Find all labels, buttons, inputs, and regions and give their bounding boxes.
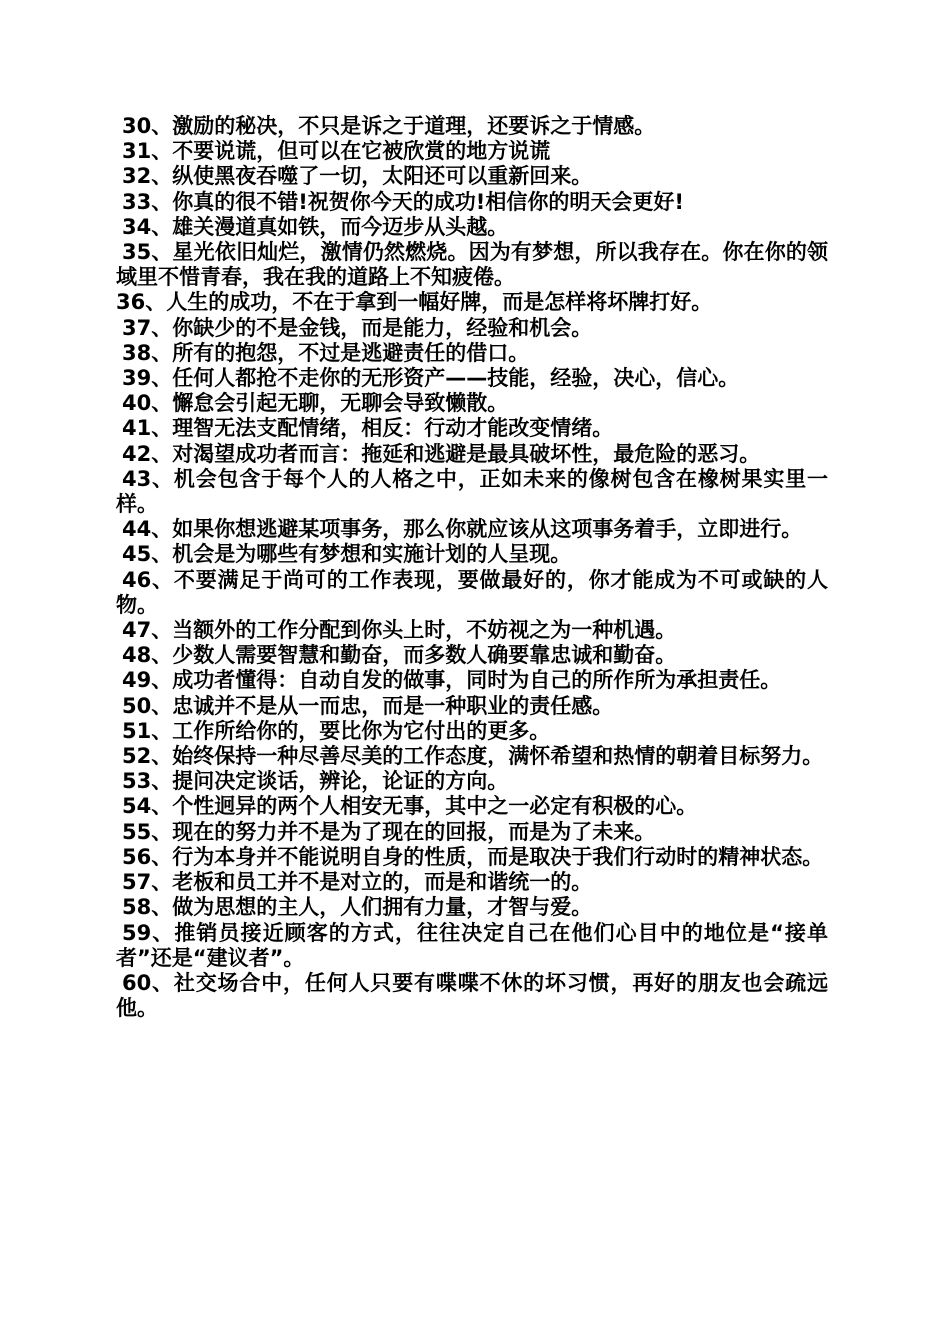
quote-53: 53、提问决定谈话，辨论，论证的方向。 bbox=[122, 769, 509, 794]
quote-41: 41、理智无法支配情绪，相反：行动才能改变情绪。 bbox=[122, 416, 614, 441]
quote-40: 40、懈怠会引起无聊，无聊会导致懒散。 bbox=[122, 391, 509, 416]
quote-44: 44、如果你想逃避某项事务，那么你就应该从这项事务着手，立即进行。 bbox=[122, 517, 803, 542]
quote-50: 50、忠诚并不是从一而忠，而是一种职业的责任感。 bbox=[122, 693, 614, 718]
quote-31: 31、不要说谎，但可以在它被欣赏的地方说谎 bbox=[122, 139, 551, 164]
quote-58: 58、做为思想的主人，人们拥有力量，才智与爱。 bbox=[122, 895, 593, 920]
quote-59: 59、推销员接近顾客的方式，往往决定自己在他们心目中的地位是“接单者”还是“建议者”。 bbox=[116, 920, 828, 970]
quote-45: 45、机会是为哪些有梦想和实施计划的人呈现。 bbox=[122, 542, 572, 567]
quote-54: 54、个性迥异的两个人相安无事，其中之一必定有积极的心。 bbox=[122, 794, 698, 819]
quote-46: 46、不要满足于尚可的工作表现，要做最好的，你才能成为不可或缺的人物。 bbox=[116, 567, 828, 617]
quote-34: 34、雄关漫道真如铁，而今迈步从头越。 bbox=[122, 214, 509, 239]
quote-49: 49、成功者懂得：自动自发的做事，同时为自己的所作所为承担责任。 bbox=[122, 668, 782, 693]
document-page bbox=[116, 114, 828, 1021]
quote-60: 60、社交场合中，任何人只要有喋喋不休的坏习惯，再好的朋友也会疏远他。 bbox=[116, 970, 828, 1021]
quote-32: 32、纵使黑夜吞噬了一切，太阳还可以重新回来。 bbox=[122, 164, 593, 189]
quote-38: 38、所有的抱怨，不过是逃避责任的借口。 bbox=[122, 340, 530, 365]
quote-47: 47、当额外的工作分配到你头上时，不妨视之为一种机遇。 bbox=[122, 618, 677, 643]
quote-51: 51、工作所给你的，要比你为它付出的更多。 bbox=[122, 718, 551, 743]
quote-56: 56、行为本身并不能说明自身的性质，而是取决于我们行动时的精神状态。 bbox=[122, 844, 824, 869]
quote-57: 57、老板和员工并不是对立的，而是和谐统一的。 bbox=[122, 870, 593, 895]
quote-39: 39、任何人都抢不走你的无形资产——技能，经验，决心，信心。 bbox=[122, 366, 740, 391]
quote-33: 33、你真的很不错!祝贺你今天的成功!相信你的明天会更好! bbox=[122, 189, 684, 214]
quote-42: 42、对渴望成功者而言：拖延和逃避是最具破坏性，最危险的恶习。 bbox=[122, 441, 761, 466]
quote-43: 43、机会包含于每个人的人格之中，正如未来的像树包含在橡树果实里一样。 bbox=[116, 466, 828, 517]
quote-48: 48、少数人需要智慧和勤奋，而多数人确要靠忠诚和勤奋。 bbox=[122, 643, 677, 668]
quote-30: 30、激励的秘决，不只是诉之于道理，还要诉之于情感。 bbox=[122, 114, 656, 138]
quote-55: 55、现在的努力并不是为了现在的回报，而是为了未来。 bbox=[122, 819, 656, 844]
quote-36: 36、人生的成功，不在于拿到一幅好牌，而是怎样将坏牌打好。 bbox=[116, 290, 713, 315]
quote-35: 35、星光依旧灿烂，激情仍然燃烧。因为有梦想，所以我存在。你在你的领域里不惜青春，我在我的道路上不知疲倦。 bbox=[116, 240, 828, 290]
quote-37: 37、你缺少的不是金钱，而是能力，经验和机会。 bbox=[122, 315, 593, 340]
quote-52: 52、始终保持一种尽善尽美的工作态度，满怀希望和热情的朝着目标努力。 bbox=[122, 744, 824, 769]
